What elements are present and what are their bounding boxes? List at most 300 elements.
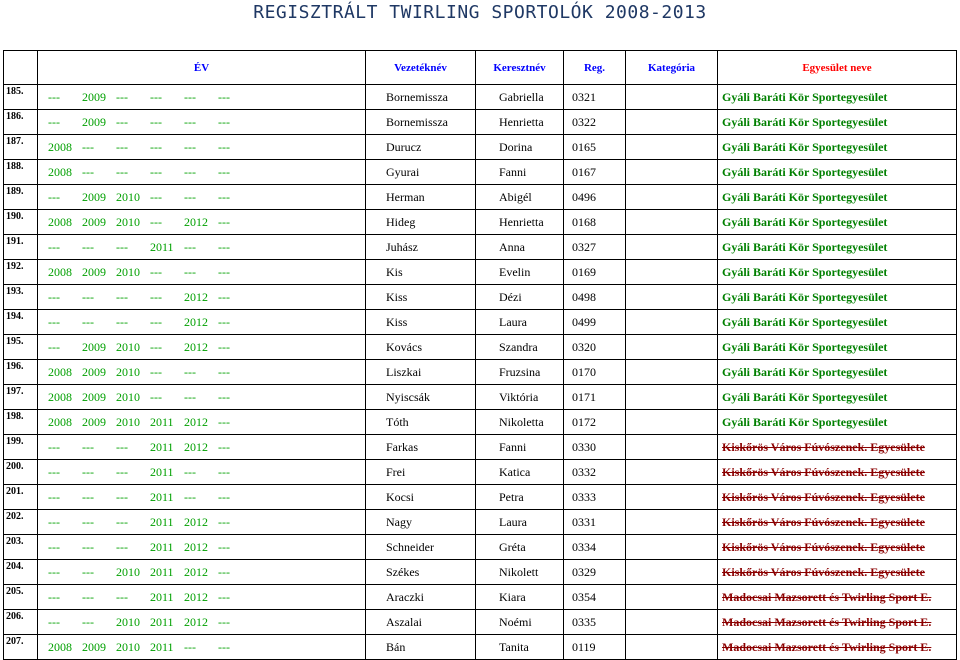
reg-number: 0320 [564,335,626,360]
row-number: 190. [4,210,38,235]
year-4: 2011 [150,514,174,529]
year-cell [38,385,366,410]
table-row [4,335,957,360]
year-1: --- [48,514,60,529]
year-1: 2008 [48,639,72,654]
reg-number: 0329 [564,560,626,585]
year-4: --- [150,139,162,154]
year-3: --- [116,539,128,554]
year-3: --- [116,164,128,179]
year-5: --- [184,364,196,379]
year-3: --- [116,89,128,104]
reg-number: 0496 [564,185,626,210]
last-name: Herman [366,185,476,210]
category-cell [626,185,718,210]
header-egyesulet: Egyesület neve [718,51,957,85]
year-2: 2009 [82,264,106,279]
year-cell [38,285,366,310]
year-4: 2011 [150,639,174,654]
year-1: --- [48,539,60,554]
last-name: Nagy [366,510,476,535]
reg-number: 0330 [564,435,626,460]
last-name: Székes [366,560,476,585]
year-cell [38,135,366,160]
year-5: 2012 [184,314,208,329]
year-cell [38,435,366,460]
club-name: Kiskőrös Város Fúvószenek. Egyesülete [718,435,957,460]
year-5: --- [184,89,196,104]
year-1: --- [48,314,60,329]
category-cell [626,360,718,385]
reg-number: 0322 [564,110,626,135]
club-name: Gyáli Baráti Kör Sportegyesület [718,235,957,260]
last-name: Kis [366,260,476,285]
reg-number: 0172 [564,410,626,435]
category-cell [626,635,718,660]
year-4: --- [150,339,162,354]
row-number: 191. [4,235,38,260]
club-name: Gyáli Baráti Kör Sportegyesület [718,160,957,185]
club-name: Gyáli Baráti Kör Sportegyesület [718,260,957,285]
last-name: Frei [366,460,476,485]
year-6: --- [218,89,230,104]
year-1: --- [48,239,60,254]
year-cell [38,210,366,235]
last-name: Bornemissza [366,85,476,110]
club-name: Kiskőrös Város Fúvószenek. Egyesülete [718,560,957,585]
year-cell [38,585,366,610]
year-2: 2009 [82,364,106,379]
category-cell [626,410,718,435]
header-kategoria: Kategória [626,51,718,85]
year-5: --- [184,139,196,154]
year-6: --- [218,389,230,404]
row-number: 193. [4,285,38,310]
year-cell [38,410,366,435]
year-6: --- [218,189,230,204]
year-cell [38,85,366,110]
club-name: Kiskőrös Város Fúvószenek. Egyesülete [718,460,957,485]
year-5: 2012 [184,214,208,229]
athletes-table [3,50,957,660]
club-name: Gyáli Baráti Kör Sportegyesület [718,360,957,385]
year-2: --- [82,539,94,554]
first-name: Szandra [476,335,564,360]
year-3: 2010 [116,639,140,654]
reg-number: 0170 [564,360,626,385]
year-2: --- [82,564,94,579]
club-name: Gyáli Baráti Kör Sportegyesület [718,85,957,110]
club-name: Gyáli Baráti Kör Sportegyesület [718,410,957,435]
year-1: 2008 [48,139,72,154]
first-name: Tanita [476,635,564,660]
table-row [4,285,957,310]
year-cell [38,460,366,485]
reg-number: 0119 [564,635,626,660]
last-name: Gyurai [366,160,476,185]
year-3: --- [116,114,128,129]
year-1: --- [48,289,60,304]
last-name: Kiss [366,285,476,310]
year-6: --- [218,164,230,179]
first-name: Laura [476,310,564,335]
table-row [4,210,957,235]
row-number: 200. [4,460,38,485]
category-cell [626,560,718,585]
reg-number: 0168 [564,210,626,235]
year-4: --- [150,264,162,279]
year-4: 2011 [150,439,174,454]
category-cell [626,285,718,310]
reg-number: 0498 [564,285,626,310]
year-1: --- [48,189,60,204]
year-1: 2008 [48,264,72,279]
year-6: --- [218,289,230,304]
last-name: Aszalai [366,610,476,635]
year-1: --- [48,439,60,454]
header-row [4,51,957,85]
club-name: Kiskőrös Város Fúvószenek. Egyesülete [718,535,957,560]
year-4: --- [150,289,162,304]
reg-number: 0167 [564,160,626,185]
year-6: --- [218,114,230,129]
year-5: 2012 [184,539,208,554]
header-keresztnev: Keresztnév [476,51,564,85]
last-name: Farkas [366,435,476,460]
year-1: 2008 [48,364,72,379]
year-6: --- [218,339,230,354]
table-row [4,310,957,335]
club-name: Gyáli Baráti Kör Sportegyesület [718,185,957,210]
first-name: Anna [476,235,564,260]
club-name: Gyáli Baráti Kör Sportegyesület [718,210,957,235]
year-cell [38,360,366,385]
year-6: --- [218,264,230,279]
reg-number: 0332 [564,460,626,485]
row-number: 204. [4,560,38,585]
table-row [4,635,957,660]
first-name: Noémi [476,610,564,635]
table-row [4,510,957,535]
table-row [4,410,957,435]
last-name: Kocsi [366,485,476,510]
year-3: 2010 [116,264,140,279]
reg-number: 0169 [564,260,626,285]
row-number: 186. [4,110,38,135]
category-cell [626,335,718,360]
reg-number: 0321 [564,85,626,110]
year-4: --- [150,89,162,104]
year-4: 2011 [150,589,174,604]
year-6: --- [218,214,230,229]
year-2: 2009 [82,89,106,104]
year-6: --- [218,414,230,429]
year-2: 2009 [82,389,106,404]
year-5: 2012 [184,414,208,429]
year-5: --- [184,164,196,179]
category-cell [626,135,718,160]
category-cell [626,85,718,110]
year-5: --- [184,239,196,254]
year-1: --- [48,89,60,104]
club-name: Kiskőrös Város Fúvószenek. Egyesülete [718,485,957,510]
first-name: Henrietta [476,210,564,235]
year-1: --- [48,464,60,479]
year-cell [38,110,366,135]
last-name: Schneider [366,535,476,560]
year-5: 2012 [184,439,208,454]
year-6: --- [218,539,230,554]
category-cell [626,110,718,135]
year-cell [38,335,366,360]
first-name: Abigél [476,185,564,210]
year-4: 2011 [150,414,174,429]
year-6: --- [218,514,230,529]
category-cell [626,260,718,285]
year-1: 2008 [48,214,72,229]
year-6: --- [218,464,230,479]
year-4: --- [150,189,162,204]
first-name: Gabriella [476,85,564,110]
last-name: Liszkai [366,360,476,385]
year-4: --- [150,364,162,379]
table-row [4,85,957,110]
year-5: --- [184,464,196,479]
header-vezeteknev: Vezetéknév [366,51,476,85]
year-3: 2010 [116,389,140,404]
year-5: 2012 [184,514,208,529]
year-6: --- [218,589,230,604]
year-3: --- [116,139,128,154]
year-6: --- [218,239,230,254]
table-row [4,435,957,460]
year-5: --- [184,389,196,404]
header-ev: ÉV [38,51,366,85]
row-number: 206. [4,610,38,635]
year-3: 2010 [116,364,140,379]
first-name: Henrietta [476,110,564,135]
header-num [4,51,38,85]
year-2: --- [82,439,94,454]
year-2: 2009 [82,639,106,654]
year-5: --- [184,264,196,279]
year-cell [38,310,366,335]
year-3: --- [116,439,128,454]
category-cell [626,485,718,510]
reg-number: 0331 [564,510,626,535]
year-2: 2009 [82,114,106,129]
last-name: Nyiscsák [366,385,476,410]
year-5: 2012 [184,614,208,629]
year-6: --- [218,139,230,154]
reg-number: 0334 [564,535,626,560]
row-number: 196. [4,360,38,385]
year-6: --- [218,439,230,454]
year-4: --- [150,314,162,329]
year-1: --- [48,114,60,129]
year-cell [38,510,366,535]
table-row [4,485,957,510]
table-row [4,535,957,560]
last-name: Kovács [366,335,476,360]
year-4: 2011 [150,614,174,629]
table-row [4,185,957,210]
first-name: Fanni [476,160,564,185]
year-cell [38,610,366,635]
year-2: --- [82,614,94,629]
table-row [4,135,957,160]
last-name: Kiss [366,310,476,335]
year-4: 2011 [150,564,174,579]
first-name: Dorina [476,135,564,160]
year-6: --- [218,564,230,579]
year-5: 2012 [184,589,208,604]
category-cell [626,235,718,260]
row-number: 188. [4,160,38,185]
year-2: 2009 [82,414,106,429]
reg-number: 0335 [564,610,626,635]
year-cell [38,185,366,210]
year-2: --- [82,514,94,529]
last-name: Bornemissza [366,110,476,135]
year-3: 2010 [116,339,140,354]
year-2: 2009 [82,189,106,204]
year-6: --- [218,614,230,629]
row-number: 197. [4,385,38,410]
club-name: Madocsai Mazsorett és Twirling Sport E. [718,585,957,610]
year-3: --- [116,514,128,529]
row-number: 192. [4,260,38,285]
club-name: Gyáli Baráti Kör Sportegyesület [718,335,957,360]
row-number: 205. [4,585,38,610]
year-4: 2011 [150,239,174,254]
category-cell [626,610,718,635]
first-name: Viktória [476,385,564,410]
first-name: Kiara [476,585,564,610]
last-name: Araczki [366,585,476,610]
club-name: Kiskőrös Város Fúvószenek. Egyesülete [718,510,957,535]
year-4: 2011 [150,464,174,479]
year-2: 2009 [82,339,106,354]
year-5: --- [184,639,196,654]
first-name: Nikoletta [476,410,564,435]
table-row [4,360,957,385]
year-1: 2008 [48,389,72,404]
year-cell [38,160,366,185]
year-2: --- [82,164,94,179]
row-number: 201. [4,485,38,510]
header-reg: Reg. [564,51,626,85]
club-name: Madocsai Mazsorett és Twirling Sport E. [718,635,957,660]
year-1: --- [48,589,60,604]
reg-number: 0165 [564,135,626,160]
year-1: --- [48,564,60,579]
category-cell [626,435,718,460]
year-3: --- [116,589,128,604]
year-5: 2012 [184,289,208,304]
year-cell [38,560,366,585]
category-cell [626,385,718,410]
page-title: REGISZTRÁLT TWIRLING SPORTOLÓK 2008-2013 [253,2,707,23]
first-name: Evelin [476,260,564,285]
table-row [4,585,957,610]
year-6: --- [218,489,230,504]
category-cell [626,460,718,485]
table-row [4,610,957,635]
year-5: --- [184,114,196,129]
category-cell [626,510,718,535]
year-3: 2010 [116,614,140,629]
year-5: --- [184,189,196,204]
year-2: --- [82,289,94,304]
first-name: Fruzsina [476,360,564,385]
year-2: --- [82,239,94,254]
row-number: 198. [4,410,38,435]
row-number: 187. [4,135,38,160]
year-5: 2012 [184,339,208,354]
row-number: 202. [4,510,38,535]
table-row [4,260,957,285]
year-6: --- [218,364,230,379]
year-1: 2008 [48,414,72,429]
year-2: --- [82,489,94,504]
last-name: Durucz [366,135,476,160]
table-row [4,385,957,410]
row-number: 199. [4,435,38,460]
club-name: Gyáli Baráti Kör Sportegyesület [718,310,957,335]
first-name: Petra [476,485,564,510]
table-row [4,235,957,260]
last-name: Juhász [366,235,476,260]
first-name: Laura [476,510,564,535]
year-5: 2012 [184,564,208,579]
first-name: Gréta [476,535,564,560]
year-cell [38,485,366,510]
year-3: --- [116,489,128,504]
reg-number: 0333 [564,485,626,510]
year-4: 2011 [150,489,174,504]
row-number: 207. [4,635,38,660]
table-row [4,560,957,585]
year-3: --- [116,289,128,304]
club-name: Gyáli Baráti Kör Sportegyesület [718,110,957,135]
year-4: 2011 [150,539,174,554]
year-2: 2009 [82,214,106,229]
year-3: 2010 [116,564,140,579]
year-3: --- [116,239,128,254]
club-name: Gyáli Baráti Kör Sportegyesület [718,135,957,160]
first-name: Dézi [476,285,564,310]
category-cell [626,210,718,235]
year-1: --- [48,339,60,354]
reg-number: 0327 [564,235,626,260]
first-name: Katica [476,460,564,485]
reg-number: 0354 [564,585,626,610]
year-3: 2010 [116,414,140,429]
last-name: Bán [366,635,476,660]
year-4: --- [150,164,162,179]
last-name: Hideg [366,210,476,235]
row-number: 194. [4,310,38,335]
first-name: Fanni [476,435,564,460]
year-cell [38,235,366,260]
club-name: Gyáli Baráti Kör Sportegyesület [718,385,957,410]
category-cell [626,310,718,335]
first-name: Nikolett [476,560,564,585]
club-name: Madocsai Mazsorett és Twirling Sport E. [718,610,957,635]
year-5: --- [184,489,196,504]
year-cell [38,635,366,660]
